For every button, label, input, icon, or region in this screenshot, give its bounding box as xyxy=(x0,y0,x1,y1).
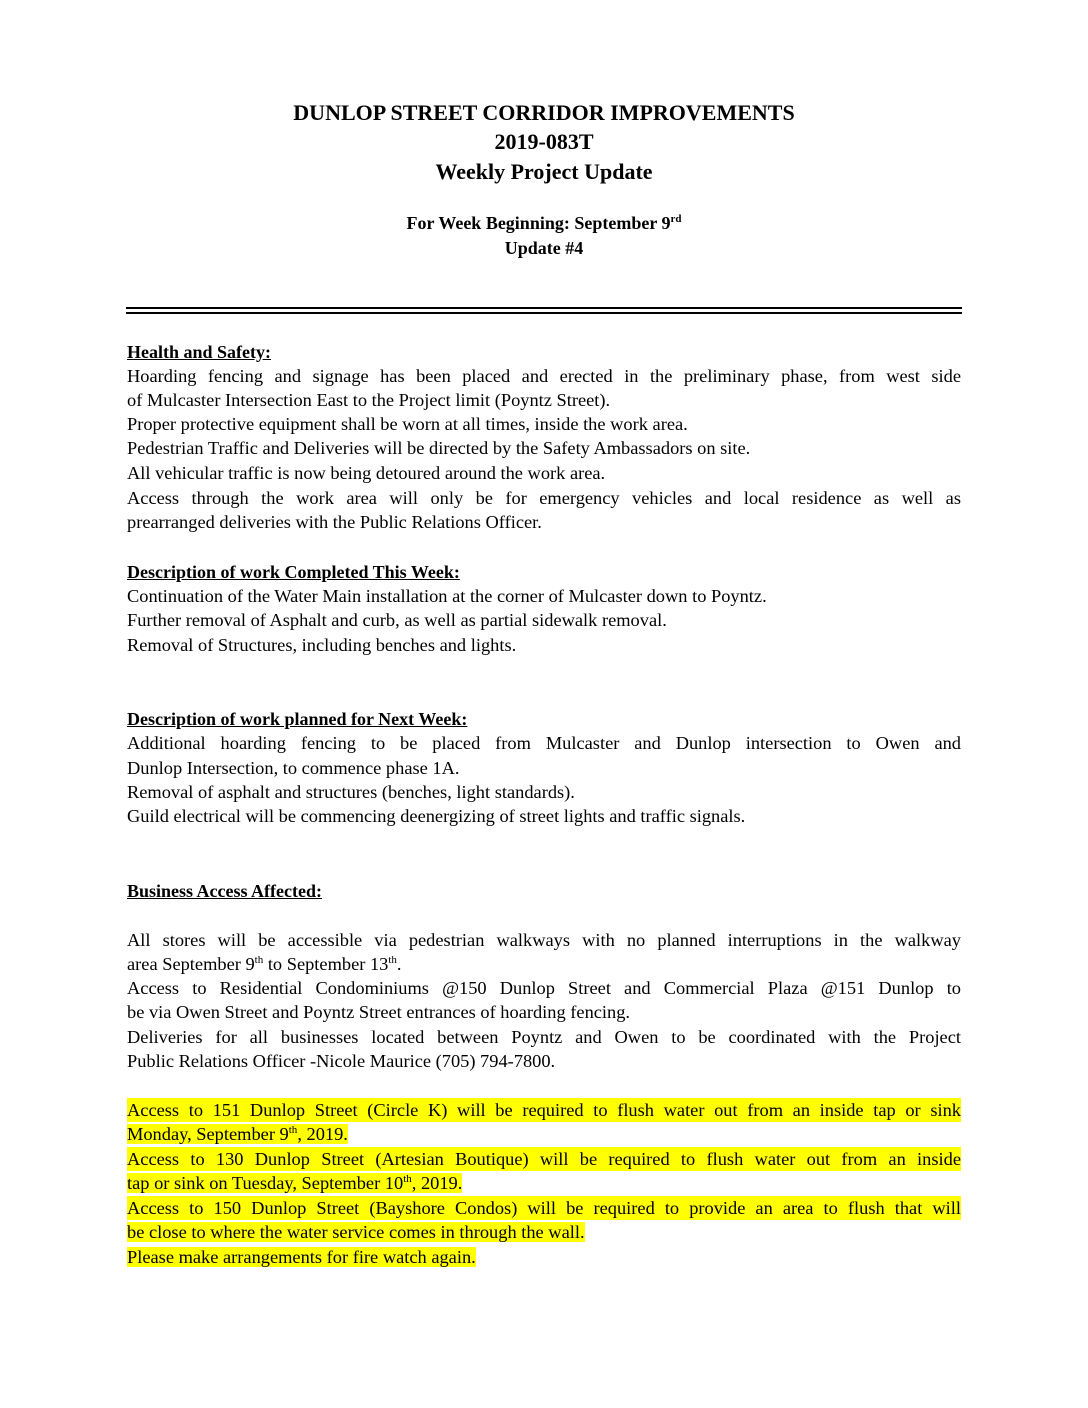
ordinal-suffix: th xyxy=(403,1172,412,1185)
highlighted-notice-line: Access to 130 Dunlop Street (Artesian Boutique) will be required to flush water out from an inside xyxy=(127,1149,961,1169)
planned-line: Removal of asphalt and structures (benches, light standards). xyxy=(127,782,575,802)
health-safety-line: Pedestrian Traffic and Deliveries will be directed by the Safety Ambassadors on site. xyxy=(127,438,751,458)
ordinal-suffix: th xyxy=(388,953,397,966)
health-safety-line: Access through the work area will only be for emergency vehicles and local residence as well as xyxy=(127,488,961,508)
health-safety-line: prearranged deliveries with the Public Relations Officer. xyxy=(127,512,542,532)
business-line: Access to Residential Condominiums @150 Dunlop Street and Commercial Plaza @151 Dunlop to xyxy=(127,978,961,998)
health-safety-heading: Health and Safety: xyxy=(127,342,271,362)
planned-heading: Description of work planned for Next Week: xyxy=(127,709,468,729)
divider-bottom xyxy=(126,312,962,314)
health-safety-line: of Mulcaster Intersection East to the Project limit (Poyntz Street). xyxy=(127,390,611,410)
completed-line: Continuation of the Water Main installation at the corner of Mulcaster down to Poyntz. xyxy=(127,586,767,606)
business-line-text: . xyxy=(396,954,402,974)
business-line xyxy=(127,952,402,976)
highlighted-notice-line: Access to 150 Dunlop Street (Bayshore Condos) will be required to provide an area to flush that will xyxy=(127,1198,961,1218)
highlighted-text: Please make arrangements for fire watch again. xyxy=(127,1247,476,1267)
week-beginning xyxy=(0,211,1088,235)
highlighted-notice-line: Access to 151 Dunlop Street (Circle K) will be required to flush water out from an inside tap or sink xyxy=(127,1100,961,1120)
project-number: 2019-083T xyxy=(494,129,594,154)
planned-line: Additional hoarding fencing to be placed from Mulcaster and Dunlop intersection to Owen and xyxy=(127,733,961,753)
completed-line: Further removal of Asphalt and curb, as well as partial sidewalk removal. xyxy=(127,610,667,630)
health-safety-line: Hoarding fencing and signage has been placed and erected in the preliminary phase, from west side xyxy=(127,366,961,386)
highlighted-text xyxy=(127,1173,462,1193)
ordinal-suffix: th xyxy=(288,1123,298,1136)
highlighted-notice-line xyxy=(127,1122,348,1146)
business-line: be via Owen Street and Poyntz Street entrances of hoarding fencing. xyxy=(127,1002,631,1022)
planned-line: Guild electrical will be commencing deenergizing of street lights and traffic signals. xyxy=(127,806,746,826)
notice-text: , 2019. xyxy=(297,1124,348,1144)
health-safety-line: Proper protective equipment shall be worn at all times, inside the work area. xyxy=(127,414,688,434)
ordinal-suffix: th xyxy=(254,953,264,966)
highlighted-notice-line xyxy=(127,1171,462,1195)
week-beginning-suffix: rd xyxy=(670,213,682,225)
update-number: Update #4 xyxy=(504,238,584,258)
highlighted-notice-line xyxy=(127,1245,476,1269)
notice-text: Monday, September 9 xyxy=(127,1124,289,1144)
notice-text: tap or sink on Tuesday, September 10 xyxy=(127,1173,404,1193)
business-line-text: area September 9 xyxy=(127,954,255,974)
highlighted-text: be close to where the water service comes in through the wall. xyxy=(127,1222,585,1242)
health-safety-line: All vehicular traffic is now being detoured around the work area. xyxy=(127,463,606,483)
document-title: DUNLOP STREET CORRIDOR IMPROVEMENTS xyxy=(293,100,795,125)
business-heading: Business Access Affected: xyxy=(127,881,322,901)
completed-line: Removal of Structures, including benches and lights. xyxy=(127,635,517,655)
completed-heading: Description of work Completed This Week: xyxy=(127,562,460,582)
notice-text: , 2019. xyxy=(411,1173,463,1193)
business-line: All stores will be accessible via pedestrian walkways with no planned interruptions in the walkway xyxy=(127,930,961,950)
document-subtitle: Weekly Project Update xyxy=(435,159,653,184)
highlighted-text xyxy=(127,1124,348,1144)
business-line-text: to September 13 xyxy=(263,954,389,974)
highlighted-notice-line xyxy=(127,1220,585,1244)
planned-line: Dunlop Intersection, to commence phase 1A. xyxy=(127,758,460,778)
week-beginning-text: For Week Beginning: September 9 xyxy=(406,213,671,233)
divider-top xyxy=(126,307,962,309)
business-line: Deliveries for all businesses located between Poyntz and Owen to be coordinated with the Project xyxy=(127,1027,961,1047)
business-line: Public Relations Officer -Nicole Maurice (705) 794-7800. xyxy=(127,1051,556,1071)
